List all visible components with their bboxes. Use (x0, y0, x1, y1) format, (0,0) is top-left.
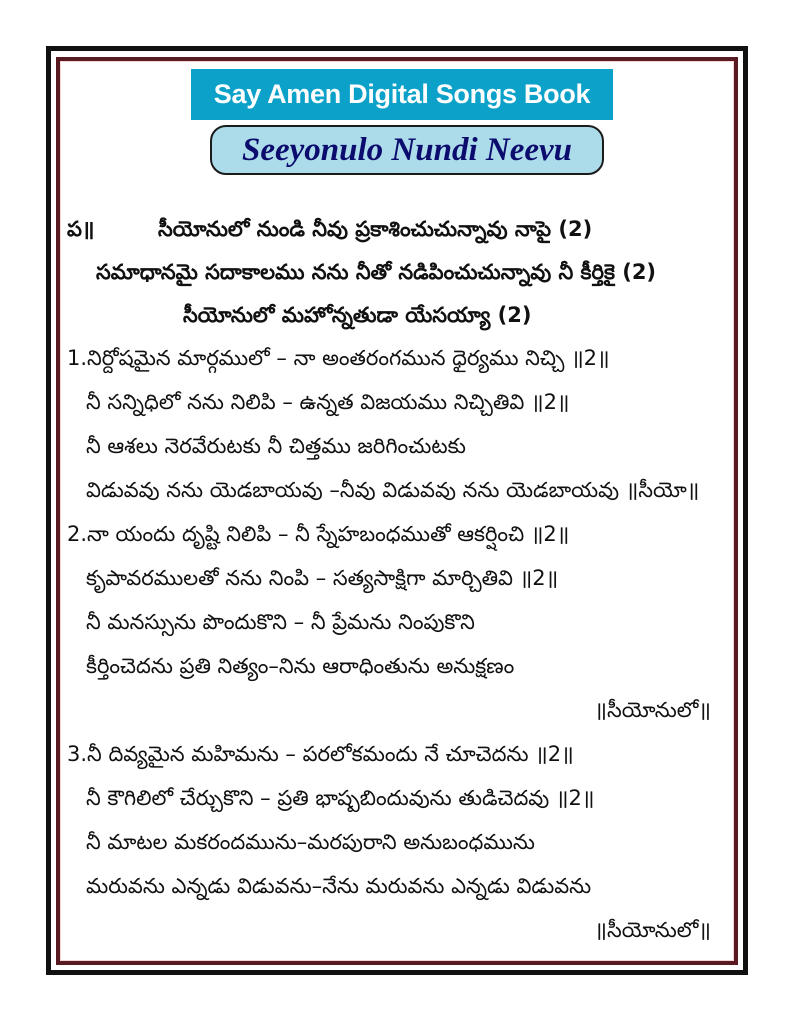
verse-1-line-1: 1.నిర్దోషమైన మార్గములో – నా అంతరంగమున ధైర్యము నిచ్చి ॥2॥ (67, 346, 610, 370)
chorus-line-2: సమాధానమై సదాకాలము నను నీతో నడిపించుచున్నావు నీ కీర్తికై (2) (96, 260, 657, 284)
chorus-line-1: సీయోనులో నుండి నీవు ప్రకాశించుచున్నావు నాపై (2) (158, 217, 593, 241)
verse-2-line-3: నీ మనస్సును పొందుకొని – నీ ప్రేమను నింపుకొని (86, 610, 475, 634)
verse-3-line-3: నీ మాటల మకరందమును–మరపురాని అనుబంధమును (86, 830, 535, 854)
verse-1-line-4: విడువవు నను యెడబాయవు –నీవు విడువవు నను యెడబాయవు ॥సీయో॥ (86, 478, 700, 502)
verse-1-line-2: నీ సన్నిధిలో నను నిలిపి – ఉన్నత విజయము నిచ్చితివి ॥2॥ (86, 390, 570, 414)
verse-3-line-4: మరువను ఎన్నడు విడువను–నేను మరువను ఎన్నడు విడువను (86, 874, 592, 898)
verse-3-refrain: ॥సీయోనులో॥ (594, 918, 711, 942)
verse-2-line-2: కృపావరములతో నను నింపి – సత్యసాక్షిగా మార్చితివి ॥2॥ (86, 566, 559, 590)
chorus-marker: ప॥ (67, 217, 95, 241)
verse-1-line-3: నీ ఆశలు నెరవేరుటకు నీ చిత్తము జరిగించుటకు (86, 434, 466, 458)
chorus-line-3: సీయోనులో మహోన్నతుడా యేసయ్యా (2) (183, 303, 532, 327)
song-title: Seeyonulo Nundi Neevu (210, 125, 604, 175)
verse-2-refrain: ॥సీయోనులో॥ (594, 698, 711, 722)
songbook-banner: Say Amen Digital Songs Book (191, 69, 613, 120)
verse-2-line-4: కీర్తించెదను ప్రతి నిత్యం–నిను ఆరాధింతును అనుక్షణం (86, 654, 515, 678)
verse-2-line-1: 2.నా యందు దృష్టి నిలిపి – నీ స్నేహబంధముతో ఆకర్షించి ॥2॥ (67, 522, 570, 546)
verse-3-line-2: నీ కౌగిలిలో చేర్చుకొని – ప్రతి భాష్పబిందువును తుడిచెదవు ॥2॥ (86, 786, 595, 810)
verse-3-line-1: 3.నీ దివ్యమైన మహిమను – పరలోకమందు నే చూచెదను ॥2॥ (67, 742, 574, 766)
